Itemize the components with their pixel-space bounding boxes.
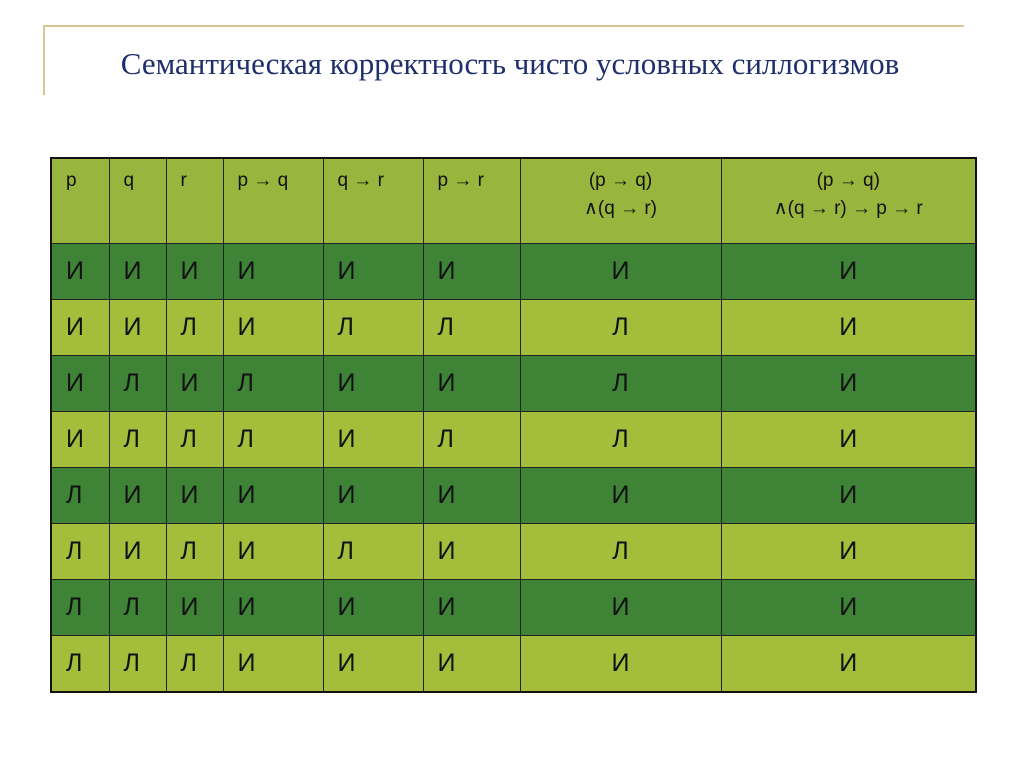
table-cell: И [721,524,976,580]
title-accent-line-horizontal [43,25,964,27]
table-cell: И [423,244,520,300]
header-line: (p → q) [816,170,880,191]
table-cell: И [323,468,423,524]
table-cell: И [423,524,520,580]
table-cell: И [223,524,323,580]
table-cell: И [721,244,976,300]
table-cell: Л [520,524,721,580]
table-cell: И [166,244,223,300]
table-cell: И [721,412,976,468]
table-cell: И [721,580,976,636]
table-cell: И [109,244,166,300]
table-cell: И [323,356,423,412]
truth-table [50,157,977,693]
table-row [51,524,976,580]
table-cell: Л [166,524,223,580]
table-cell: Л [51,468,109,524]
table-cell: И [51,412,109,468]
table-row [51,244,976,300]
table-cell: Л [109,412,166,468]
header-line: ∧(q → r) → p → r [773,198,923,219]
column-header: q → r [323,158,423,244]
table-cell: Л [520,356,721,412]
table-cell: И [166,468,223,524]
header-line: (p → q) [588,170,653,191]
table-cell: И [109,300,166,356]
table-cell: И [223,300,323,356]
table-cell: Л [51,524,109,580]
column-header: p → q [223,158,323,244]
table-cell: И [51,244,109,300]
table-cell: Л [51,580,109,636]
table-row [51,580,976,636]
table-cell: И [520,580,721,636]
table-cell: И [721,356,976,412]
table-cell: И [721,300,976,356]
column-header: q [109,158,166,244]
column-header: p → r [423,158,520,244]
table-cell: И [323,412,423,468]
table-cell: И [323,636,423,693]
table-cell: Л [51,636,109,693]
table-cell: И [323,244,423,300]
table-cell: И [423,356,520,412]
table-cell: Л [166,636,223,693]
table-row [51,636,976,693]
table-cell: Л [109,636,166,693]
table-cell: И [109,524,166,580]
table-cell: Л [109,580,166,636]
table-cell: И [721,636,976,693]
table-row [51,468,976,524]
table-cell: И [423,580,520,636]
table-cell: И [109,468,166,524]
table-cell: И [223,468,323,524]
table-cell: И [520,636,721,693]
column-header: p [51,158,109,244]
table-cell: Л [323,300,423,356]
table-cell: И [423,468,520,524]
column-header [721,158,976,244]
table-cell: Л [323,524,423,580]
column-header [520,158,721,244]
table-cell: И [166,356,223,412]
slide-title: Семантическая корректность чисто условных силлогизмов [120,46,900,81]
table-cell: И [51,300,109,356]
table-cell: И [223,636,323,693]
title-accent-line-vertical [43,25,45,95]
table-cell: Л [423,300,520,356]
table-cell: Л [423,412,520,468]
table-row [51,356,976,412]
table-cell: И [223,580,323,636]
table-row [51,300,976,356]
table-cell: И [51,356,109,412]
table-cell: И [520,244,721,300]
table-cell: Л [223,412,323,468]
table-cell: Л [166,300,223,356]
table-cell: И [323,580,423,636]
table-cell: И [166,580,223,636]
table-cell: Л [520,412,721,468]
table-cell: Л [520,300,721,356]
table-cell: И [223,244,323,300]
table-cell: Л [109,356,166,412]
header-line: ∧(q → r) [583,198,657,219]
column-header: r [166,158,223,244]
table-cell: И [423,636,520,693]
table-cell: И [520,468,721,524]
table-cell: Л [223,356,323,412]
table-cell: Л [166,412,223,468]
table-row [51,412,976,468]
header-row [51,158,976,244]
table-cell: И [721,468,976,524]
